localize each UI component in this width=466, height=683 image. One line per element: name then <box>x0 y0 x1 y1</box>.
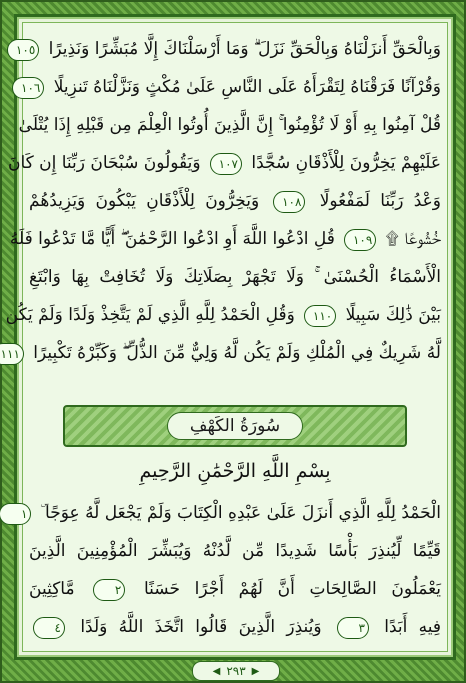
verse-line-11 <box>29 535 441 567</box>
ayah-number-marker: ١٠٦ <box>12 77 44 99</box>
verse-text: الْأَسْمَاءُ الْحُسْنَىٰ ۚ وَلَا تَجْهَرْ بِصَلَاتِكَ وَلَا تُخَافِتْ بِهَا وَابْتَغِ <box>29 267 441 287</box>
verse-text: بَيْنَ ذَٰلِكَ سَبِيلًا <box>345 305 441 325</box>
verse-line-8 <box>5 299 441 331</box>
basmala: بِسْمِ اللَّهِ الرَّحْمَٰنِ الرَّحِيمِ <box>139 460 331 482</box>
verse-text: يَعْمَلُونَ الصَّالِحَاتِ أَنَّ لَهُمْ أَجْرًا حَسَنًا <box>143 579 442 599</box>
verse-text: الْحَمْدُ لِلَّهِ الَّذِي أَنزَلَ عَلَىٰ عَبْدِهِ الْكِتَابَ وَلَمْ يَجْعَل لَّهُ عِوَجًا ۜ <box>40 503 441 523</box>
surah-title-banner <box>63 405 407 447</box>
verse-line-1 <box>15 33 441 65</box>
verse-text-continued: قُلِ ادْعُوا اللَّهَ أَوِ ادْعُوا الرَّحْمَٰنَ ۖ أَيًّا مَّا تَدْعُوا فَلَهُ <box>9 229 335 249</box>
ayah-number-marker: ١٠٧ <box>210 153 242 175</box>
verse-text-continued: وَقُلِ الْحَمْدُ لِلَّهِ الَّذِي لَمْ يَتَّخِذْ وَلَدًا وَلَمْ يَكُن <box>5 305 295 325</box>
verse-text-continued: وَيَقُولُونَ سُبْحَانَ رَبِّنَا إِن كَانَ <box>7 153 201 173</box>
verse-text: فِيهِ أَبَدًا <box>384 617 441 637</box>
surah-title: سُورَةُ الكَهْفِ <box>167 412 303 440</box>
verse-line-9 <box>0 337 441 369</box>
page-number: ٢٩٣ <box>226 664 246 678</box>
verse-text: وَقُرْآنًا فَرَقْنَاهُ لِتَقْرَأَهُ عَلَى النَّاسِ عَلَىٰ مُكْثٍ وَنَزَّلْنَاهُ تَنزِيلًا <box>53 77 441 97</box>
verse-line-13 <box>29 611 441 643</box>
verse-text: خُشُوعًا ۩ <box>385 229 441 249</box>
verse-line-7 <box>29 261 441 293</box>
ayah-number-marker: ١١١ <box>0 343 24 365</box>
ayah-number-marker: ١٠٨ <box>273 191 305 213</box>
verse-text: وَعْدُ رَبِّنَا لَمَفْعُولًا <box>319 191 441 211</box>
mushaf-page <box>0 22 448 652</box>
verse-line-6 <box>9 223 441 255</box>
triangle-left-icon: ◀ <box>212 665 221 677</box>
verse-line-5 <box>29 185 441 217</box>
verse-text: عَلَيْهِمْ يَخِرُّونَ لِلْأَذْقَانِ سُجَّدًا <box>251 153 441 173</box>
verse-text: وَبِالْحَقِّ أَنزَلْنَاهُ وَبِالْحَقِّ نَزَلَ ۗ وَمَا أَرْسَلْنَاكَ إِلَّا مُبَشِّرًا وَنَذِيرًا <box>48 39 441 59</box>
verse-text-continued: وَيَخِرُّونَ لِلْأَذْقَانِ يَبْكُونَ وَيَزِيدُهُمْ <box>29 191 260 211</box>
verse-line-12 <box>29 573 441 605</box>
verse-line-3 <box>18 109 441 141</box>
verse-text: قَيِّمًا لِّيُنذِرَ بَأْسًا شَدِيدًا مِّن لَّدُنْهُ وَيُبَشِّرَ الْمُؤْمِنِينَ الَّذِينَ <box>29 541 441 561</box>
verse-line-2 <box>21 71 441 103</box>
page-number-bar <box>192 661 280 681</box>
triangle-right-icon: ▶ <box>251 665 260 677</box>
verse-text-continued: مَّاكِثِينَ <box>29 579 75 599</box>
ayah-number-marker: ١٠٩ <box>344 229 376 251</box>
ayah-number-marker: ١ <box>0 503 31 525</box>
ayah-number-marker: ١١٠ <box>304 305 336 327</box>
verse-line-10 <box>20 497 441 529</box>
ayah-number-marker: ١٠٥ <box>7 39 39 61</box>
verse-text: قُلْ آمِنُوا بِهِ أَوْ لَا تُؤْمِنُوا ۚ إِنَّ الَّذِينَ أُوتُوا الْعِلْمَ مِن قَبْلِهِ إِذَا يُتْلَىٰ <box>18 115 441 135</box>
ayah-number-marker: ٣ <box>337 617 369 639</box>
verse-line-4 <box>7 147 441 179</box>
ayah-number-marker: ٢ <box>93 579 125 601</box>
verse-text-continued: وَيُنذِرَ الَّذِينَ قَالُوا اتَّخَذَ اللَّهُ وَلَدًا <box>80 617 322 637</box>
ayah-number-marker: ٤ <box>33 617 65 639</box>
verse-text: لَّهُ شَرِيكٌ فِي الْمُلْكِ وَلَمْ يَكُن لَّهُ وَلِيٌّ مِّنَ الذُّلِّ ۖ وَكَبِّرْهُ تَكْبِيرًا <box>33 343 441 363</box>
